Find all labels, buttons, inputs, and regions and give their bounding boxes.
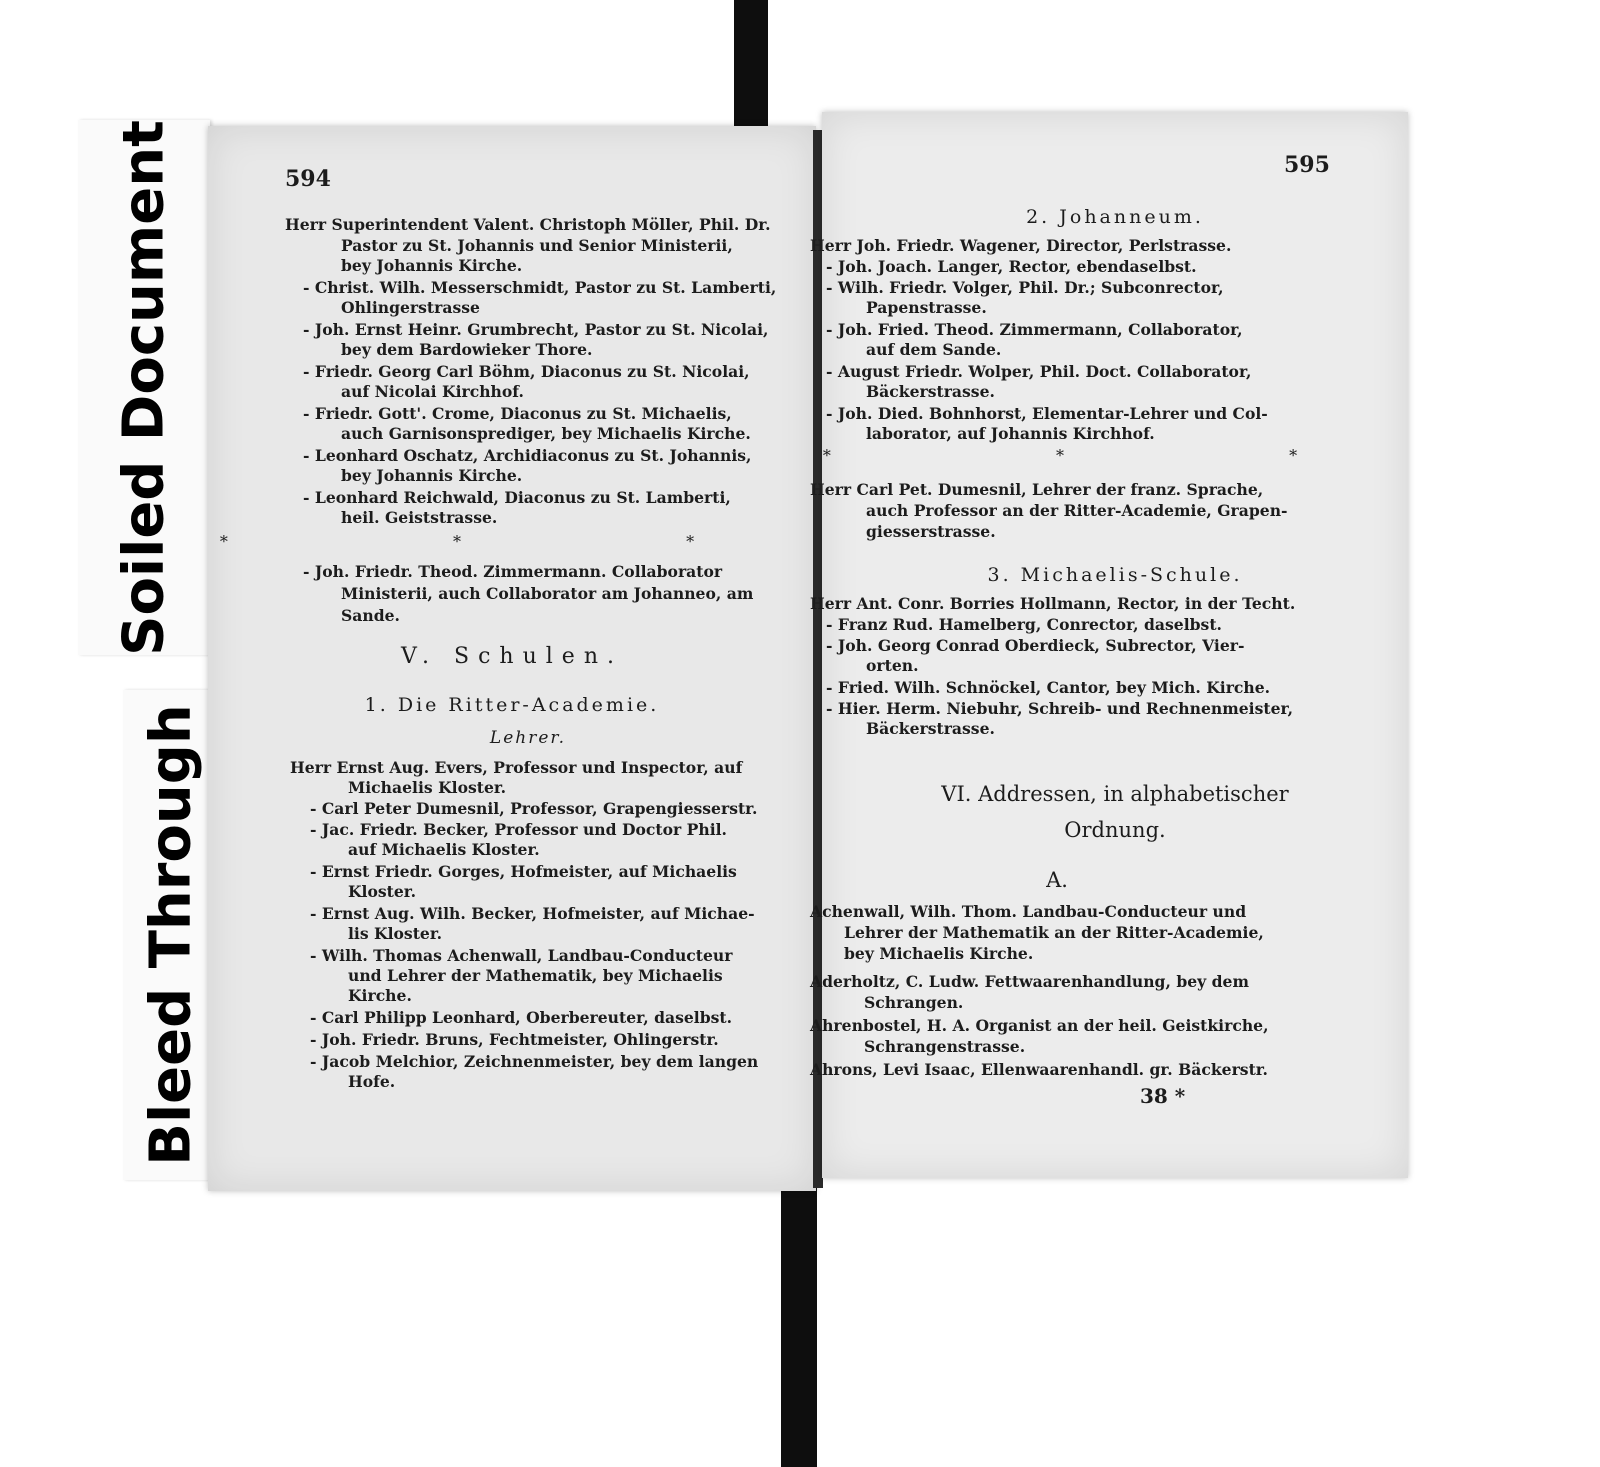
text-line: bey Johannis Kirche.: [341, 466, 523, 485]
text-line: Herr Ernst Aug. Evers, Professor und Inspector, auf: [290, 758, 743, 777]
text-line: Pastor zu St. Johannis und Senior Ministerii,: [341, 236, 733, 255]
soiled-document-text: Soiled Document: [111, 119, 177, 656]
text-line: - Leonhard Reichwald, Diaconus zu St. Lamberti,: [303, 488, 731, 507]
page-number-right: 595: [1284, 152, 1330, 178]
text-line: Ohlingerstrasse: [341, 298, 480, 317]
text-line: - Wilh. Thomas Achenwall, Landbau-Conducteur: [310, 946, 733, 965]
subsection-heading-ritter-academie: 1. Die Ritter-Academie.: [364, 694, 660, 716]
text-line: bey Johannis Kirche.: [341, 256, 523, 275]
text-line: - Ernst Friedr. Gorges, Hofmeister, auf Michaelis: [310, 862, 737, 881]
text-line: auch Garnisonsprediger, bey Michaelis Kirche.: [341, 424, 751, 443]
text-line: - Jacob Melchior, Zeichnenmeister, bey dem langen: [310, 1052, 759, 1071]
text-line: - Fried. Wilh. Schnöckel, Cantor, bey Mich. Kirche.: [826, 678, 1271, 697]
section-heading-schulen: V. Schulen.: [401, 644, 623, 669]
text-line: Ahrons, Levi Isaac, Ellenwaarenhandl. gr. Bäckerstr.: [810, 1060, 1268, 1079]
text-line: Aderholtz, C. Ludw. Fettwaarenhandlung, bey dem: [810, 972, 1249, 991]
text-line: auf Nicolai Kirchhof.: [341, 382, 524, 401]
right-page: [810, 112, 1408, 1178]
text-line: giesserstrasse.: [866, 522, 996, 541]
text-line: Kloster.: [348, 882, 416, 901]
text-line: auf dem Sande.: [866, 340, 1002, 359]
text-line: - Friedr. Gott'. Crome, Diaconus zu St. Michaelis,: [303, 404, 732, 423]
soiled-document-label: [78, 120, 210, 655]
text-line: - Joh. Ernst Heinr. Grumbrecht, Pastor zu St. Nicolai,: [303, 320, 769, 339]
lehrer-heading: Lehrer.: [489, 728, 567, 748]
text-line: - Joh. Died. Bohnhorst, Elementar-Lehrer und Col-: [826, 404, 1268, 423]
text-line: laborator, auf Johannis Kirchhof.: [866, 424, 1155, 443]
section-heading-ordnung: Ordnung.: [1064, 818, 1166, 842]
text-line: Herr Carl Pet. Dumesnil, Lehrer der franz. Sprache,: [810, 480, 1264, 499]
text-line: - Jac. Friedr. Becker, Professor und Doctor Phil.: [310, 820, 727, 839]
text-line: - Wilh. Friedr. Volger, Phil. Dr.; Subconrector,: [826, 278, 1224, 297]
text-line: Ahrenbostel, H. A. Organist an der heil. Geistkirche,: [810, 1016, 1269, 1035]
text-line: auf Michaelis Kloster.: [348, 840, 540, 859]
text-line: Achenwall, Wilh. Thom. Landbau-Conducteur und: [810, 902, 1247, 921]
text-line: auch Professor an der Ritter-Academie, Grapen-: [866, 501, 1288, 520]
microfilm-strip-bottom: [781, 1188, 817, 1467]
text-line: Schrangenstrasse.: [864, 1037, 1026, 1056]
text-line: Bäckerstrasse.: [866, 719, 995, 738]
text-line: - Joh. Georg Conrad Oberdieck, Subrector, Vier-: [826, 636, 1245, 655]
section-stars: * * *: [219, 532, 805, 551]
text-line: und Lehrer der Mathematik, bey Michaelis: [348, 966, 723, 985]
text-line: Herr Superintendent Valent. Christoph Möller, Phil. Dr.: [285, 215, 771, 234]
bleed-through-text: Bleed Through: [138, 704, 203, 1166]
text-line: Herr Ant. Conr. Borries Hollmann, Rector, in der Techt.: [810, 594, 1296, 613]
text-line: heil. Geiststrasse.: [341, 508, 498, 527]
text-line: - Ernst Aug. Wilh. Becker, Hofmeister, auf Michae-: [310, 904, 755, 923]
signature-mark: 38 *: [1140, 1084, 1186, 1108]
letter-heading-a: A.: [1046, 868, 1068, 892]
text-line: Hofe.: [348, 1072, 396, 1091]
section-heading-addressen: VI. Addressen, in alphabetischer: [941, 782, 1289, 806]
text-line: - Friedr. Georg Carl Böhm, Diaconus zu St. Nicolai,: [303, 362, 750, 381]
text-line: lis Kloster.: [348, 924, 443, 943]
text-line: bey dem Bardowieker Thore.: [341, 340, 593, 359]
text-line: Bäckerstrasse.: [866, 382, 995, 401]
text-line: - Joh. Friedr. Bruns, Fechtmeister, Ohlingerstr.: [310, 1030, 719, 1049]
page-number-left: 594: [285, 166, 331, 192]
text-line: - Carl Philipp Leonhard, Oberbereuter, daselbst.: [310, 1008, 733, 1027]
text-line: - Carl Peter Dumesnil, Professor, Grapengiesserstr.: [310, 799, 758, 818]
text-line: bey Michaelis Kirche.: [844, 944, 1034, 963]
text-line: - Hier. Herm. Niebuhr, Schreib- und Rechnenmeister,: [826, 699, 1293, 718]
text-line: - Christ. Wilh. Messerschmidt, Pastor zu St. Lamberti,: [303, 278, 777, 297]
text-line: Kirche.: [348, 986, 412, 1005]
text-line: - Joh. Fried. Theod. Zimmermann, Collaborator,: [826, 320, 1243, 339]
text-line: Papenstrasse.: [866, 298, 987, 317]
text-line: Schrangen.: [864, 993, 964, 1012]
text-line: Michaelis Kloster.: [348, 778, 507, 797]
text-line: - Joh. Joach. Langer, Rector, ebendaselbst.: [826, 257, 1197, 276]
text-line: Sande.: [341, 606, 400, 625]
text-line: - Franz Rud. Hamelberg, Conrector, daselbst.: [826, 615, 1222, 634]
section-stars: * * *: [822, 446, 1408, 465]
microfilm-strip-top: [734, 0, 768, 142]
text-line: - August Friedr. Wolper, Phil. Doct. Collaborator,: [826, 362, 1252, 381]
text-line: orten.: [866, 656, 919, 675]
text-line: - Joh. Friedr. Theod. Zimmermann. Collaborator: [303, 562, 723, 581]
text-line: Lehrer der Mathematik an der Ritter-Academie,: [844, 923, 1264, 942]
subsection-heading-michaelis-schule: 3. Michaelis-Schule.: [987, 564, 1243, 586]
text-line: Herr Joh. Friedr. Wagener, Director, Perlstrasse.: [810, 236, 1232, 255]
bleed-through-label: [123, 690, 218, 1180]
subsection-heading-johanneum: 2. Johanneum.: [1026, 206, 1204, 228]
left-page: [208, 126, 816, 1191]
text-line: Ministerii, auch Collaborator am Johanneo, am: [341, 584, 754, 603]
text-line: - Leonhard Oschatz, Archidiaconus zu St. Johannis,: [303, 446, 752, 465]
